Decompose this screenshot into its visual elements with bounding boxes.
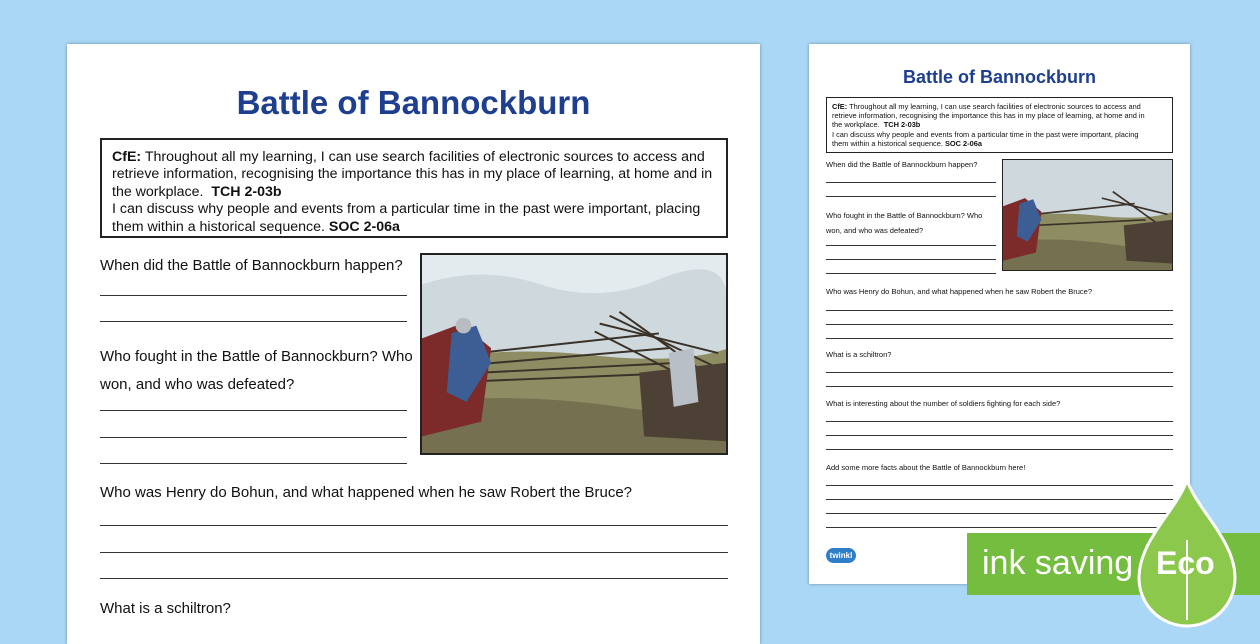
twinkl-logo: twinkl — [826, 548, 856, 563]
cfe-code-tch: TCH 2-03b — [211, 183, 282, 200]
cfe-outcomes-box — [100, 138, 728, 238]
answer-line — [826, 324, 1173, 325]
question-henry: Who was Henry do Bohun, and what happened when he saw Robert the Bruce? — [100, 484, 633, 501]
answer-line — [100, 525, 728, 526]
answer-line — [826, 386, 1173, 387]
cfe-line-5: them within a historical sequence. SOC 2-06a — [112, 218, 400, 235]
cfe-line-2: retrieve information, recognising the importance this has in my place of learning, at home and in — [112, 166, 713, 183]
answer-line — [826, 310, 1173, 311]
question-who-fought-small: Who fought in the Battle of Bannockburn? Who won, and who was defeated? — [826, 211, 983, 235]
worksheet-page-large — [67, 44, 760, 644]
question-when-small: When did the Battle of Bannockburn happen? — [826, 160, 978, 169]
answer-line — [826, 485, 1173, 486]
battle-illustration — [420, 253, 728, 455]
eco-label: Eco — [1156, 545, 1215, 581]
answer-line — [826, 421, 1173, 422]
answer-line — [826, 196, 996, 197]
question-schiltron: What is a schiltron? — [100, 600, 231, 617]
question-when: When did the Battle of Bannockburn happen? — [100, 257, 403, 274]
cfe-line-4: I can discuss why people and events from a particular time in the past were important, placing — [112, 201, 701, 218]
battle-illustration-small — [1002, 159, 1173, 271]
cfe-prefix: CfE: — [112, 149, 142, 165]
answer-line — [826, 527, 1173, 528]
question-schiltron-small: What is a schiltron? — [826, 350, 892, 359]
question-henry-small: Who was Henry do Bohun, and what happened when he saw Robert the Bruce? — [826, 287, 1093, 296]
answer-line — [826, 182, 996, 183]
answer-line — [826, 449, 1173, 450]
worksheet-page-small — [809, 44, 1190, 584]
cfe-line-3: the workplace. TCH 2-03b — [112, 183, 282, 200]
question-soldiers-small: What is interesting about the number of soldiers fighting for each side? — [826, 399, 1061, 408]
answer-line — [826, 435, 1173, 436]
answer-line — [826, 499, 1173, 500]
question-who-fought: Who fought in the Battle of Bannockburn? Who won, and who was defeated? — [100, 348, 413, 393]
answer-line — [826, 338, 1173, 339]
cfe-outcomes-box-small: CfE: Throughout all my learning, I can use search facilities of electronic sources to access and retrieve information, recognising the importance this has in my place of learning, at home and in the workplace. TCH 2-03b I can discuss why people and events from a particular time in the past were important, placing them within a historical sequence. SOC 2-06a — [826, 97, 1173, 153]
cfe-line-1: CfE: Throughout all my learning, I can use search facilities of electronic sources to access and — [112, 149, 705, 165]
answer-line — [826, 513, 1173, 514]
answer-line — [100, 437, 407, 438]
worksheet-title: Battle of Bannockburn — [236, 84, 591, 121]
ink-saving-label: ink saving — [982, 544, 1134, 582]
answer-line — [100, 295, 407, 296]
cfe-code-soc: SOC 2-06a — [328, 218, 400, 235]
answer-line — [826, 372, 1173, 373]
answer-line — [100, 410, 407, 411]
answer-line — [100, 463, 407, 464]
answer-line — [826, 245, 996, 246]
answer-line — [100, 552, 728, 553]
answer-line — [826, 259, 996, 260]
question-more-facts-small: Add some more facts about the Battle of Bannockburn here! — [826, 463, 1026, 472]
worksheet-title-small: Battle of Bannockburn — [902, 67, 1096, 87]
answer-line — [100, 578, 728, 579]
answer-line — [826, 273, 996, 274]
answer-line — [100, 321, 407, 322]
